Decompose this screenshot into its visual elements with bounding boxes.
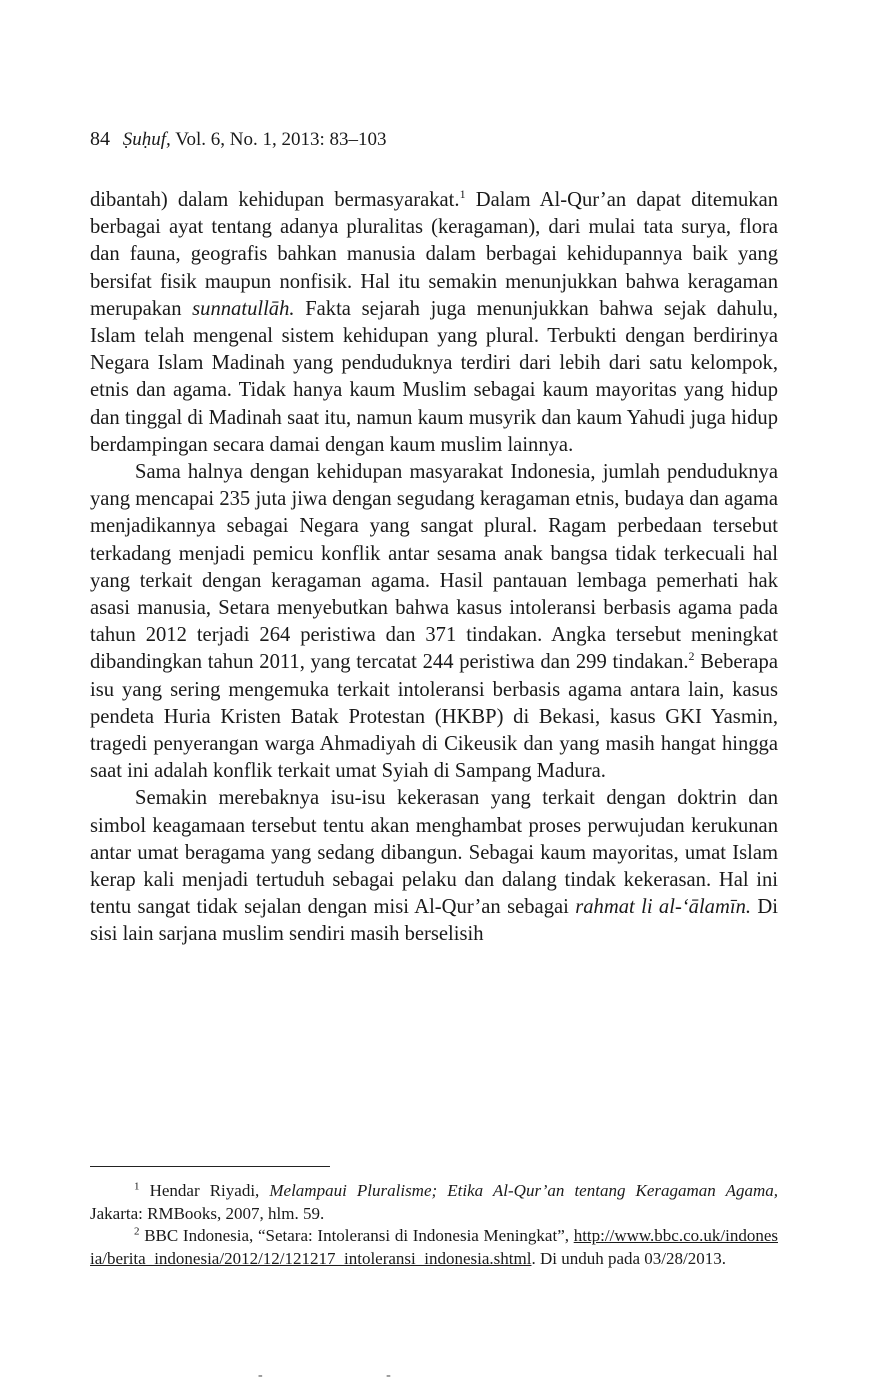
footnote-ref-1[interactable]: 1 bbox=[459, 187, 466, 202]
footnote-1-publisher: Jakarta: RMBooks, 2007, hlm. 59. bbox=[90, 1203, 325, 1223]
footnote-1-author: Hendar Riyadi, bbox=[139, 1181, 270, 1200]
paragraph-1-text-c: Fakta sejarah juga menunjukkan bahwa sejak dahulu, Islam telah mengenal sistem kehidupan yang plural. Terbukti dengan berdirinya Negara Islam Madinah yang penduduknya terdiri dari lebih dari satu kelompok, etnis dan agama. Tidak hanya kaum Muslim sebagai kaum mayoritas yang hidup dan tinggal di Madinah saat itu, namun kaum musyrik dan kaum Yahudi juga hidup berdampingan secara damai dengan kaum muslim lainnya. bbox=[90, 297, 778, 456]
paragraph-2-text-b: Beberapa isu yang sering mengemuka terkait intoleransi berbasis agama antara lain, kasus pendeta Huria Kristen Batak Protestan (HKBP) di Bekasi, kasus GKI Yasmin, tragedi penyerangan warga Ahmadiyah di Cikeusik dan yang masih hangat hingga saat ini adalah konflik terkait umat Syiah di Sampang Madura. bbox=[90, 651, 778, 783]
paragraph-1-text-a: dibantah) dalam kehidupan bermasyarakat. bbox=[90, 189, 460, 211]
paragraph-3-text-b: Di sisi lain sarjana muslim sendiri masih berselisih bbox=[90, 896, 778, 946]
body-text bbox=[90, 187, 778, 949]
paragraph-1 bbox=[90, 187, 778, 459]
footnote-separator bbox=[90, 1166, 330, 1167]
running-header bbox=[90, 128, 387, 151]
footnote-1-title: Melampaui Pluralisme; Etika Al-Qur’an tentang Keragaman Agama, bbox=[269, 1181, 778, 1200]
footnote-2-accessed: . Di unduh pada 03/28/2013. bbox=[531, 1248, 727, 1268]
paragraph-2-text-a: Sama halnya dengan kehidupan masyarakat Indonesia, jumlah penduduknya yang mencapai 235 juta jiwa dengan segudang keragaman etnis, budaya dan agama menjadikannya sebagai Negara yang sangat plural. Ragam perbedaan tersebut terkadang menjadi pemicu konflik antar sesama anak bangsa tidak terkecuali hal yang terkait dengan keragaman agama. Hasil pantauan lembaga pemerhati hak asasi manusia, Setara menyebutkan bahwa kasus intoleransi berbasis agama pada tahun 2012 terjadi 264 peristiwa dan 371 tindakan. Angka tersebut meningkat dibandingkan tahun 2011, yang tercatat 244 peristiwa dan 299 tindakan. bbox=[90, 461, 778, 674]
paragraph-3-text-a: Semakin merebaknya isu-isu kekerasan yang terkait dengan doktrin dan simbol keagamaan tersebut tentu akan menghambat proses perwujudan kerukunan antar umat beragama yang sedang dibangun. Sebagai kaum mayoritas, umat Islam kerap kali menjadi tertuduh sebagai pelaku dan dalang tindak kekerasan. Hal ini tentu sangat tidak sejalan dengan misi Al-Qur’an sebagai bbox=[90, 787, 778, 919]
footnote-2-link[interactable]: http://www.bbc.co.uk/indonesia/berita_indonesia/2012/12/121217_intoleransi_indonesia.shtml bbox=[90, 1226, 778, 1268]
page-number: 84 bbox=[90, 128, 110, 150]
italic-term-rahmat: rahmat li al-‘ālamīn. bbox=[575, 896, 752, 919]
footnote-1 bbox=[90, 1180, 778, 1225]
bottom-scan-marks: - - bbox=[258, 1368, 451, 1383]
paragraph-2 bbox=[90, 459, 778, 785]
footnotes bbox=[90, 1180, 778, 1270]
italic-term-sunnatullah: sunnatullāh. bbox=[192, 297, 295, 320]
paragraph-1-text-b: Dalam Al-Qur’an dapat ditemukan berbagai ayat tentang adanya pluralitas (keragaman), dari mulai tata surya, flora dan fauna, geografis bahkan manusia dalam berbagai kehidupannya baik yang bersifat fisik maupun nonfisik. Hal itu semakin menunjukkan bahwa keragaman merupakan bbox=[90, 189, 779, 320]
footnote-1-number: 1 bbox=[134, 1180, 140, 1193]
journal-title: Ṣuḥuf, bbox=[122, 129, 171, 150]
footnote-2-number: 2 bbox=[134, 1225, 140, 1238]
volume-info: Vol. 6, No. 1, 2013: 83–103 bbox=[175, 129, 387, 150]
paragraph-3 bbox=[90, 785, 778, 948]
footnote-ref-2[interactable]: 2 bbox=[688, 649, 695, 664]
footnote-2 bbox=[90, 1225, 778, 1270]
footnote-2-source: BBC Indonesia, “Setara: Intoleransi di Indonesia Meningkat”, bbox=[139, 1226, 574, 1245]
